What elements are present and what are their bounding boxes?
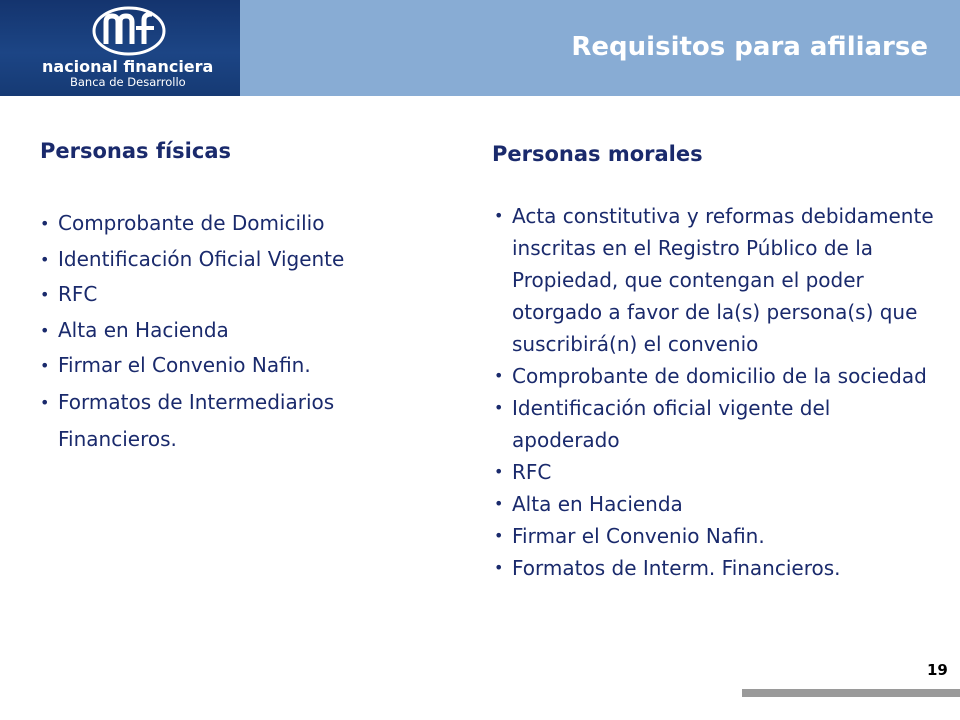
nafin-logo-icon <box>92 6 166 56</box>
heading-personas-morales: Personas morales <box>492 142 703 166</box>
list-personas-morales <box>494 200 944 584</box>
list-item: • Alta en Hacienda <box>40 313 440 349</box>
list-item: • Firmar el Convenio Nafin. <box>494 520 944 552</box>
logo-name: nacional financiera <box>42 57 214 76</box>
list-personas-fisicas <box>40 206 440 458</box>
list-item: • Firmar el Convenio Nafin. <box>40 348 440 384</box>
list-item: • Comprobante de domicilio de la sociedad <box>494 360 944 392</box>
page-number: 19 <box>927 661 948 679</box>
list-item: • RFC <box>40 277 440 313</box>
list-item: • Formatos de Interm. Financieros. <box>494 552 944 584</box>
header-bar <box>0 0 960 96</box>
list-item: • RFC <box>494 456 944 488</box>
list-item: • Formatos de Intermediarios Financieros. <box>40 384 440 458</box>
list-item: • Identificación oficial vigente del apoderado <box>494 392 944 456</box>
list-item: • Identificación Oficial Vigente <box>40 242 440 278</box>
list-item: • Acta constitutiva y reformas debidamente inscritas en el Registro Público de la Propiedad, que contengan el poder otorgado a favor de la(s) persona(s) que suscribirá(n) el convenio <box>494 200 944 360</box>
footer-bar <box>742 689 960 697</box>
page-title: Requisitos para afiliarse <box>571 32 928 62</box>
heading-personas-fisicas: Personas físicas <box>40 139 231 163</box>
list-item: • Alta en Hacienda <box>494 488 944 520</box>
nafin-logo <box>0 0 240 96</box>
logo-subtitle: Banca de Desarrollo <box>70 75 186 89</box>
list-item: • Comprobante de Domicilio <box>40 206 440 242</box>
